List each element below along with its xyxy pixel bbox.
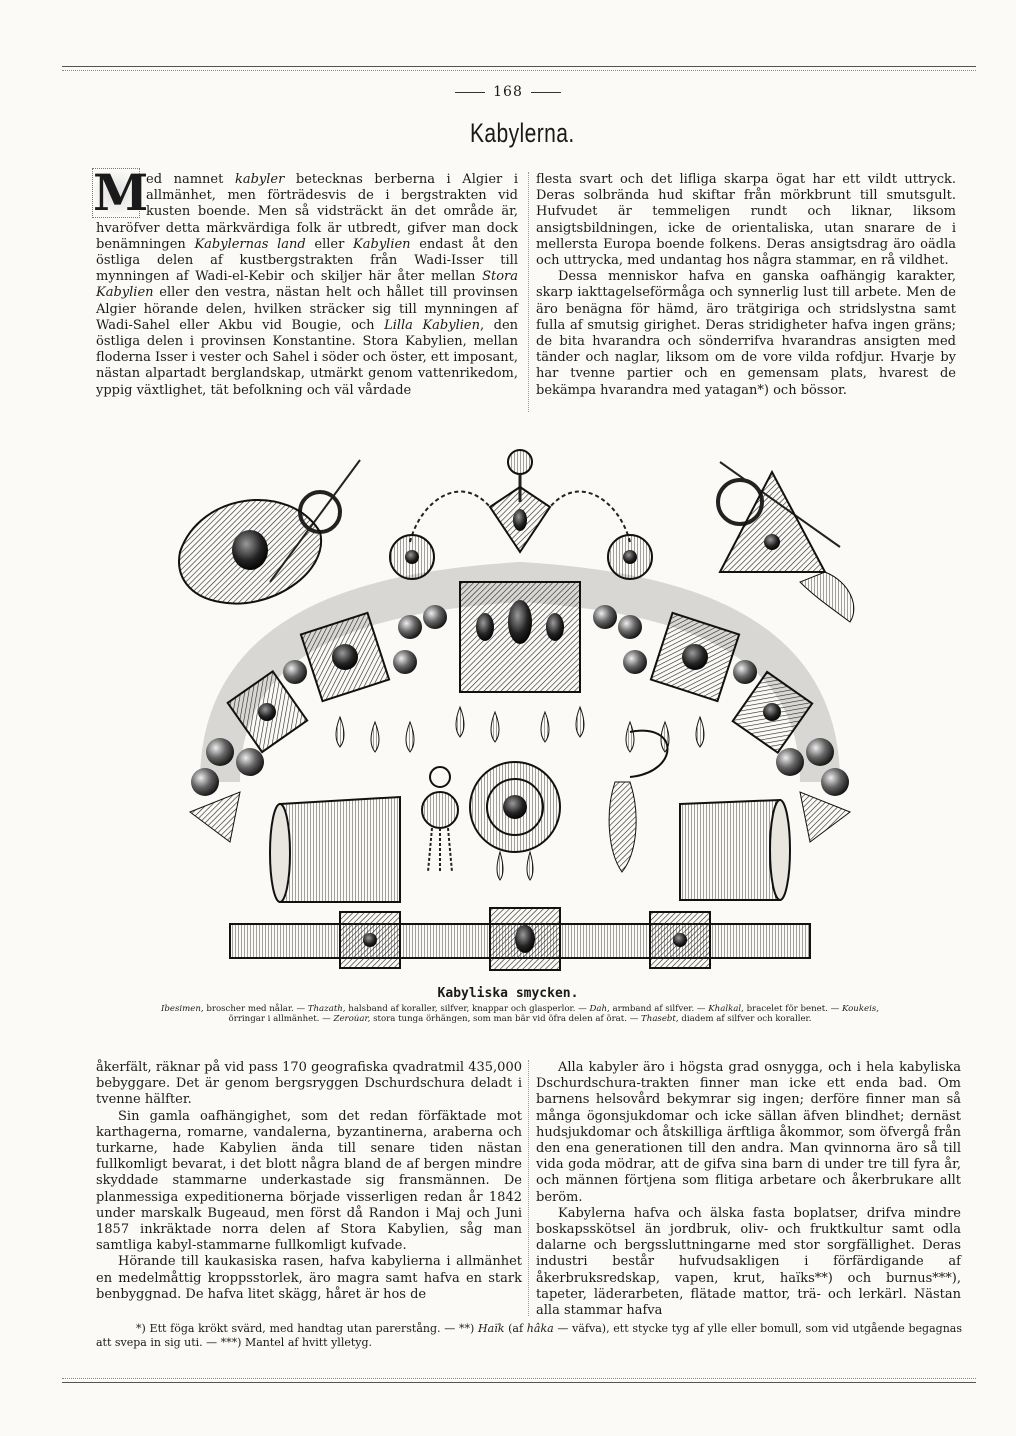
column-bottom-right xyxy=(536,1060,961,1319)
page-number: 168 xyxy=(0,84,1016,100)
diadem-top xyxy=(390,450,652,579)
column-top-left: M ed namnet kabyler betecknas berberna i Algier i allmänhet, men förträdesvis de i bergstrakten vid kusten boende. Men så vidsträckt än det område är, hvaröfver detta märkvärdiga folk är utbredt, gifver man dock benämningen Kabylernas land eller Kabylien endast åt den östliga delen af kustbergstrakten från Wadi-Isser till mynningen af Wadi-el-Kebir och skiljer här åter mellan Stora Kabylien eller den vestra, nästan helt och hållet till provinsen Algier hörande delen, hvilken sträcker sig till mynningen af Wadi-Sahel eller Akbu vid Bougie, och Lilla Kabylien, den östliga delen i provinsen Konstantine. Stora Kabylien, mellan floderna Isser i vester och Sahel i söder och öster, ett imposant, nästan alpartadt berglandskap, utmärkt genom vattenrikedom, yppig växtlighet, tät befolkning och väl vårdade xyxy=(93,163,519,398)
bottom-rule xyxy=(62,1382,976,1383)
figure-title: Kabyliska smycken. xyxy=(437,986,579,1001)
anklet-band xyxy=(230,908,810,970)
medallion xyxy=(470,762,560,880)
paragraph: Kabylerna hafva och älska fasta boplatser, drifva mindre boskapsskötsel än jordbruk, oliv- och fruktkultur samt odla dalarne och bergssluttningarne med stor sorgfällighet. Deras industri består hufvudsakligen i förfärdigande af åkerbruksredskap, vapen, krut, haïks**) och burnus***), tapeter, läderarbeten, flätade mattor, trä- och lerkärl. Nästan alla stammar hafva xyxy=(536,1205,961,1319)
paragraph: Alla kabyler äro i högsta grad osnygga, och i hela kabyliska Dschurdschura-trakten finner man icke ett enda bad. Om barnens helsovård bekymrar sig ingen; derföre finner man så många ögonsjukdomar och icke sällan äfven blindhet; dernäst hudsjukdomar och åtskilliga ärftliga åkommor, som öfvergå från den ena generationen till den andra. Man qvinnorna äro så till vida goda mödrar, att de gifva sina barn di under tre till fyra år, och männen förtjena som flitiga arbetare och åkerbrukare allt beröm. xyxy=(536,1060,961,1205)
jewellery-illustration xyxy=(160,432,880,977)
column-bottom-left xyxy=(96,1060,522,1303)
diadem-pendants xyxy=(336,707,704,752)
brooch-left xyxy=(179,460,360,604)
top-rule xyxy=(62,66,976,67)
footnotes: *) Ett föga krökt svärd, med handtag utan parerstång. — **) Haïk (af hâka — väfva), ett stycke tyg af ylle eller bomull, som vid utgående begagnas att svepa in sig uti. — ***) Mantel af hvitt ylletyg. xyxy=(96,1322,962,1349)
bracelet-right xyxy=(680,800,790,900)
top-rule-dotted xyxy=(62,70,976,71)
paragraph: åkerfält, räknar på vid pass 170 geografiska qvadratmil 435,000 bebyggare. Det är genom bergsryggen Dschurdschura deladt i tvenne hälfter. xyxy=(96,1060,522,1108)
column-top-right xyxy=(536,172,956,399)
paragraph: Hörande till kaukasiska rasen, hafva kabylierna i allmänhet en medelmåttig kroppsstorlek, äro magra samt hafva en stark benbyggnad. De hafva litet skägg, håret är hos de xyxy=(96,1254,522,1302)
bottom-rule-dotted xyxy=(62,1378,976,1379)
brooch-right xyxy=(718,462,854,622)
paragraph: flesta svart och det lifliga skarpa ögat har ett vildt uttryck. Deras solbrända hud skiftar från mörkbrunt till smutsgult. Hufvudet är temmeligen rundt och liknar, liksom ansigtsbildningen, icke de orientaliska, utan snarare de i mellersta Europa boende folkens. Deras ansigtsdrag äro oädla och uttrycka, med undantag hos några stammar, en rå vildhet. xyxy=(536,172,956,269)
earring-ball xyxy=(422,767,458,872)
dropcap: M xyxy=(93,163,149,222)
earring-tassel xyxy=(609,731,667,872)
bracelet-left xyxy=(270,797,400,902)
paragraph: Dessa menniskor hafva en ganska oafhängig karakter, skarp iakttagelseförmåga och synnerlig lust till arbete. Men de äro benägna för hämd, äro trätgiriga och stridslystna samt fulla af smutsig girighet. Deras stridigheter hafva ingen gräns; de bita hvarandra och sönderrifva hvarandras ansigten med tänder och naglar, liksom om de vore vilda rofdjur. Hvarje by har tvenne partier och en gemensam plats, hvarest de bekämpa hvarandra med yatagan*) och bössor. xyxy=(536,269,956,398)
paragraph: Sin gamla oafhängighet, som det redan förfäktade mot karthagerna, romarne, vandalerna, byzantinerna, araberna och turkarne, hade Kabylien ända till senare tiden nästan fullkomligt bevarat, i det blott några bland de af bergen mindre skyddade stammarne underkastade sig fransmännen. De planmessiga expeditionerna började visserligen redan år 1842 under marskalk Bugeaud, men först då Randon i Maj och Juni 1857 inkräktade norra delen af Stora Kabylien, såg man samtliga kabyl-stammarne fullkomligt kufvade. xyxy=(96,1108,522,1254)
figure-caption: Ibesimen, broscher med nålar. — Thazath, halsband af koraller, silfver, knappar och glasperlor. — Dah, armband af silfver. — Khalkal, bracelet för benet. — Koukeis, örringar i allmänhet. — Zerou̇ar, stora tunga örhängen, som man bär vid öfra delen af örat. — Thasebt, diadem af silfver och koraller. xyxy=(160,1004,880,1024)
column-divider-bottom xyxy=(528,1060,529,1316)
column-divider-top xyxy=(528,172,529,412)
article-title: Kabylerna. xyxy=(470,118,575,148)
